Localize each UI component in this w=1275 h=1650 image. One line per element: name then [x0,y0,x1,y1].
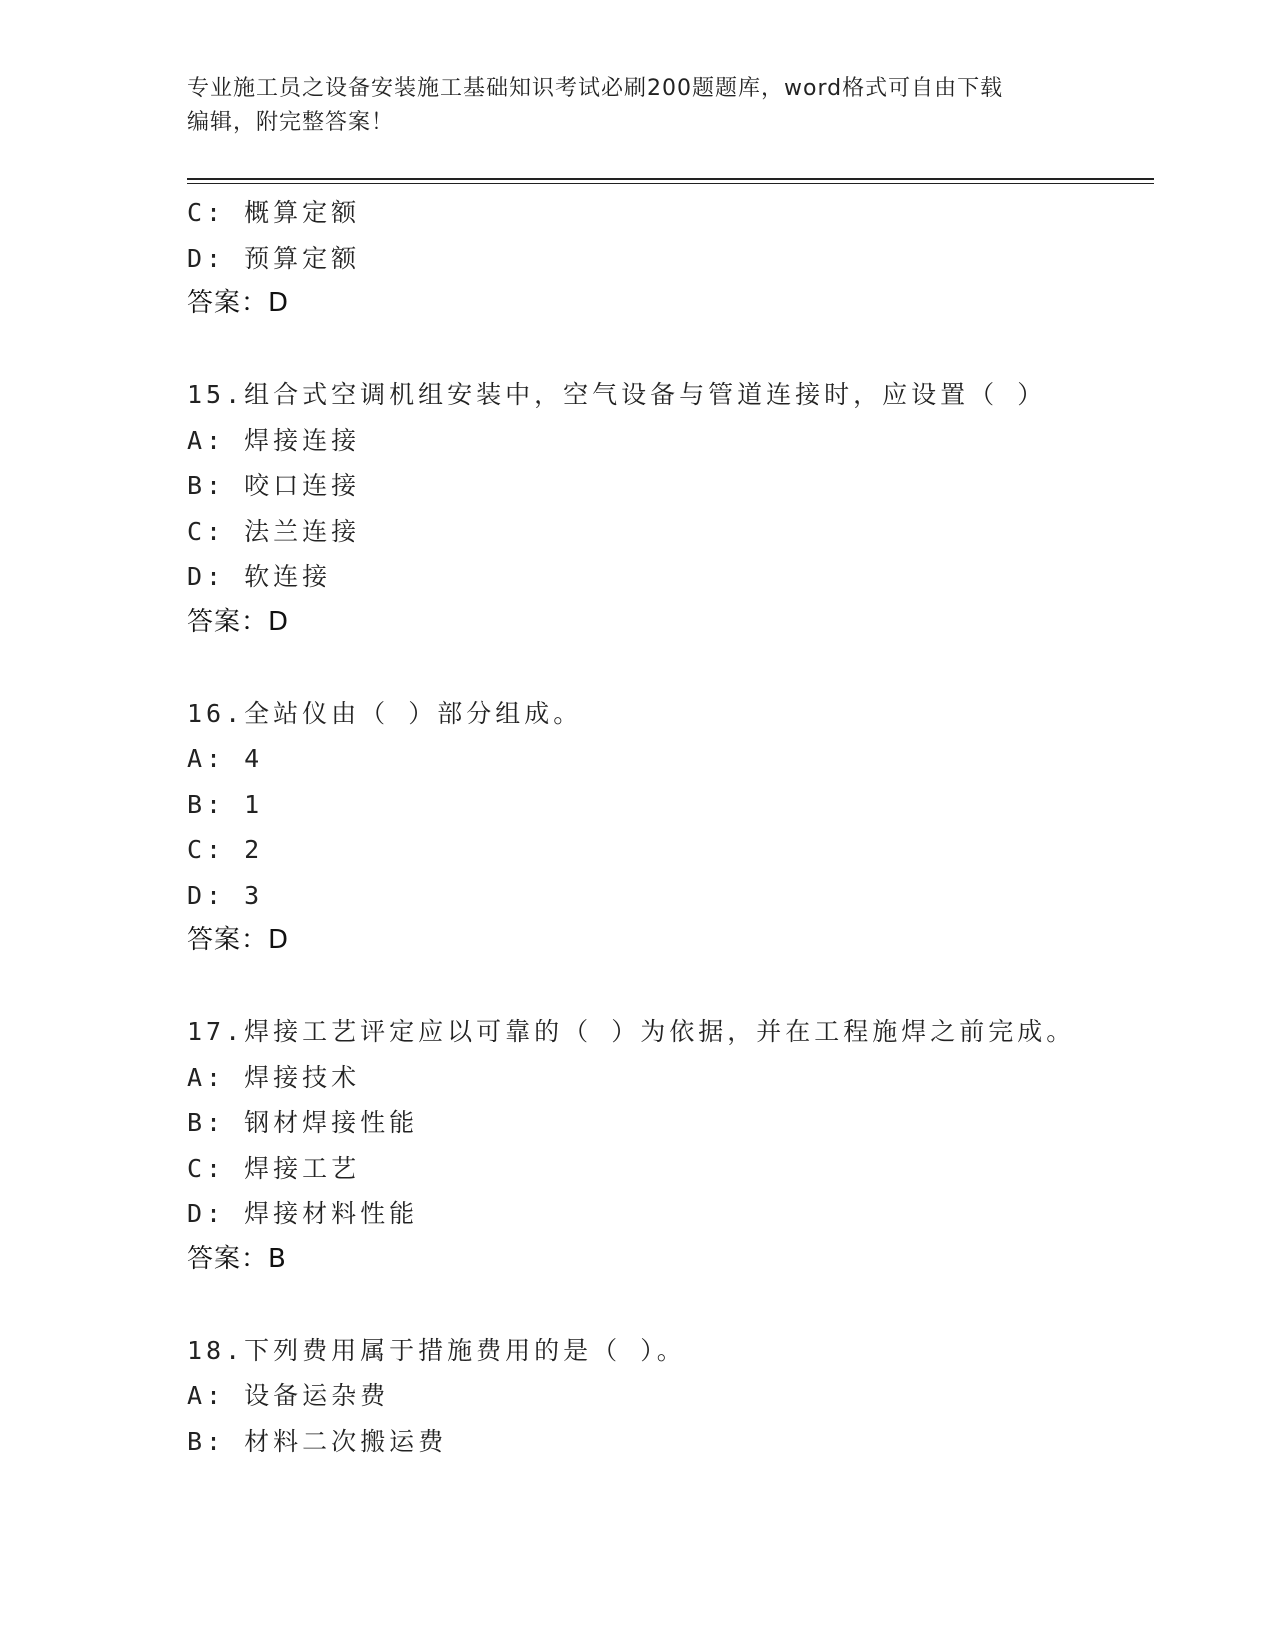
header-divider-thick [187,178,1154,180]
question-block-16 [187,691,1147,964]
option-b: B: 1 [187,789,264,819]
header-line-2: 编辑，附完整答案！ [187,110,395,135]
option-c: C: 焊接工艺 [187,1153,361,1183]
document-header [187,72,1087,140]
spacer [187,327,1147,373]
answer-line: 答案：D [187,288,290,318]
question-block-15 [187,372,1147,645]
option-a: A: 焊接技术 [187,1062,361,1092]
question-block-17 [187,1009,1147,1282]
option-a: A: 焊接连接 [187,425,361,455]
spacer [187,964,1147,1010]
option-c: C: 概算定额 [187,198,361,227]
answer-line: 答案：D [187,606,290,637]
question-block-18 [187,1328,1147,1465]
answer-line: 答案：B [187,1243,287,1274]
option-c: C: 2 [187,835,264,864]
option-c: C: 法兰连接 [187,516,361,546]
question-text: 15.组合式空调机组安装中，空气设备与管道连接时，应设置（ ） [187,380,1047,409]
spacer [187,645,1147,691]
option-d: D: 焊接材料性能 [187,1199,419,1228]
option-d: D: 3 [187,880,264,910]
question-list [187,190,1147,1464]
option-d: D: 软连接 [187,562,332,591]
question-text: 18.下列费用属于措施费用的是（ ）。 [187,1335,686,1365]
question-block-14-partial [187,190,1147,327]
option-a: A: 4 [187,744,264,773]
option-b: B: 材料二次搬运费 [187,1426,448,1456]
option-a: A: 设备运杂费 [187,1381,390,1410]
spacer [187,1282,1147,1328]
header-line-1: 专业施工员之设备安装施工基础知识考试必刷200题题库，word格式可自由下载 [187,76,1004,101]
option-d: D: 预算定额 [187,243,361,273]
option-b: B: 咬口连接 [187,471,361,500]
option-b: B: 钢材焊接性能 [187,1108,419,1137]
question-text: 17.焊接工艺评定应以可靠的（ ）为依据，并在工程施焊之前完成。 [187,1017,1076,1046]
answer-line: 答案：D [187,925,290,955]
header-divider-thin [187,183,1154,184]
question-text: 16.全站仪由（ ）部分组成。 [187,698,583,728]
